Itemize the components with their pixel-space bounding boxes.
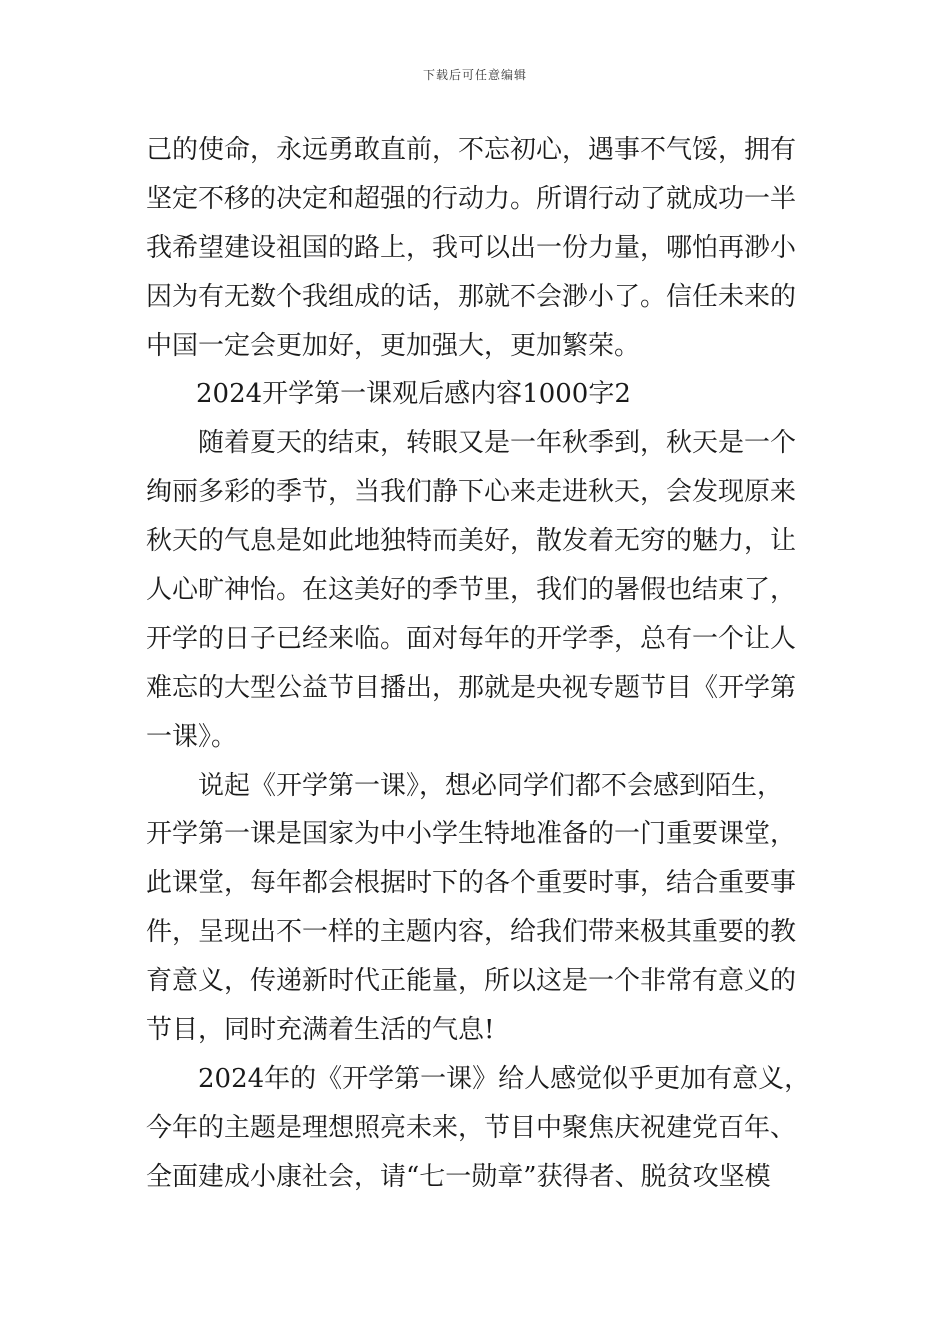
text-line: 育意义，传递新时代正能量，所以这是一个非常有意义的	[146, 966, 797, 997]
text-line: 人心旷神怡。在这美好的季节里，我们的暑假也结束了，	[146, 575, 797, 606]
text-line: 此课堂，每年都会根据时下的各个重要时事，结合重要事	[146, 868, 797, 899]
text-line: 中国一定会更加好，更加强大，更加繁荣。	[146, 330, 641, 361]
text-line: 坚定不移的决定和超强的行动力。所谓行动了就成功一半	[146, 183, 797, 214]
text-line: 节目，同时充满着生活的气息!	[146, 1015, 495, 1046]
header-note: 下载后可任意编辑	[422, 68, 527, 82]
text-line: 开学第一课是国家为中小学生特地准备的一门重要课堂，	[146, 819, 797, 850]
text-line: 全面建成小康社会，请“七一勋章”获得者、脱贫攻坚模	[146, 1161, 771, 1192]
text-line: 难忘的大型公益节目播出，那就是央视专题节目《开学第	[146, 672, 797, 703]
text-line: 2024年的《开学第一课》给人感觉似乎更加有意义，	[198, 1063, 810, 1094]
text-line: 一课》。	[146, 721, 238, 752]
text-line: 绚丽多彩的季节，当我们静下心来走进秋天，会发现原来	[146, 477, 797, 508]
text-line: 件，呈现出不一样的主题内容，给我们带来极其重要的教	[146, 917, 797, 948]
section-heading: 2024开学第一课观后感内容1000字2	[196, 379, 631, 410]
text-line: 今年的主题是理想照亮未来，节目中聚焦庆祝建党百年、	[146, 1112, 797, 1143]
text-line: 我希望建设祖国的路上，我可以出一份力量，哪怕再渺小	[146, 232, 797, 263]
text-line: 开学的日子已经来临。面对每年的开学季，总有一个让人	[146, 623, 797, 654]
text-line: 秋天的气息是如此地独特而美好，散发着无穷的魅力，让	[146, 526, 797, 557]
text-line: 随着夏天的结束，转眼又是一年秋季到，秋天是一个	[198, 428, 797, 459]
text-line: 因为有无数个我组成的话，那就不会渺小了。信任未来的	[146, 281, 797, 312]
document-body	[146, 126, 810, 1202]
text-line: 说起《开学第一课》，想必同学们都不会感到陌生，	[198, 770, 784, 801]
text-line: 己的使命，永远勇敢直前，不忘初心，遇事不气馁，拥有	[146, 135, 797, 165]
